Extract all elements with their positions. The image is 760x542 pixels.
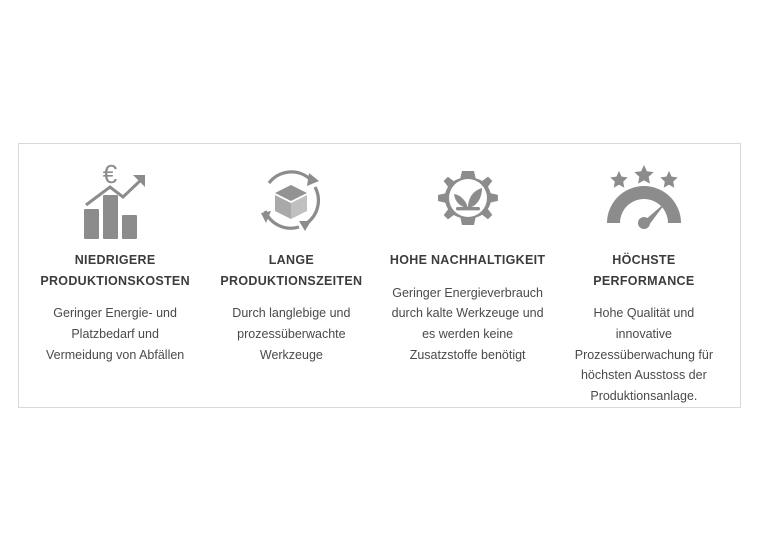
feature-card-production-times — [203, 158, 379, 407]
features-row — [19, 144, 740, 407]
feature-title: NIEDRIGERE PRODUKTIONSKOSTEN — [40, 253, 190, 288]
feature-card-production-costs — [27, 158, 203, 407]
box-cycle-arrows-icon — [249, 158, 333, 244]
feature-description: Durch langlebige und prozessüberwachte Werkzeuge — [232, 306, 351, 362]
feature-description: Geringer Energie- und Platzbedarf und Vermeidung von Abfällen — [45, 306, 185, 362]
feature-title: HÖCHSTE PERFORMANCE — [593, 253, 695, 288]
euro-bar-chart-icon — [76, 158, 154, 244]
feature-description: Hohe Qualität und innovative Prozessüberwachung für höchsten Ausstoss der Produktionsanlage. — [574, 306, 714, 403]
feature-description: Geringer Energieverbrauch durch kalte Werkzeuge und es werden keine Zusatzstoffe benötigt — [391, 285, 544, 362]
gear-leaf-icon — [426, 158, 510, 244]
feature-title: HOHE NACHHALTIGKEIT — [389, 253, 546, 267]
svg-text:€: € — [102, 161, 118, 189]
feature-card-sustainability — [380, 158, 556, 407]
features-panel — [18, 143, 741, 408]
gauge-stars-icon — [597, 158, 691, 244]
feature-title: LANGE PRODUKTIONSZEITEN — [220, 253, 363, 288]
feature-card-performance — [556, 158, 732, 407]
